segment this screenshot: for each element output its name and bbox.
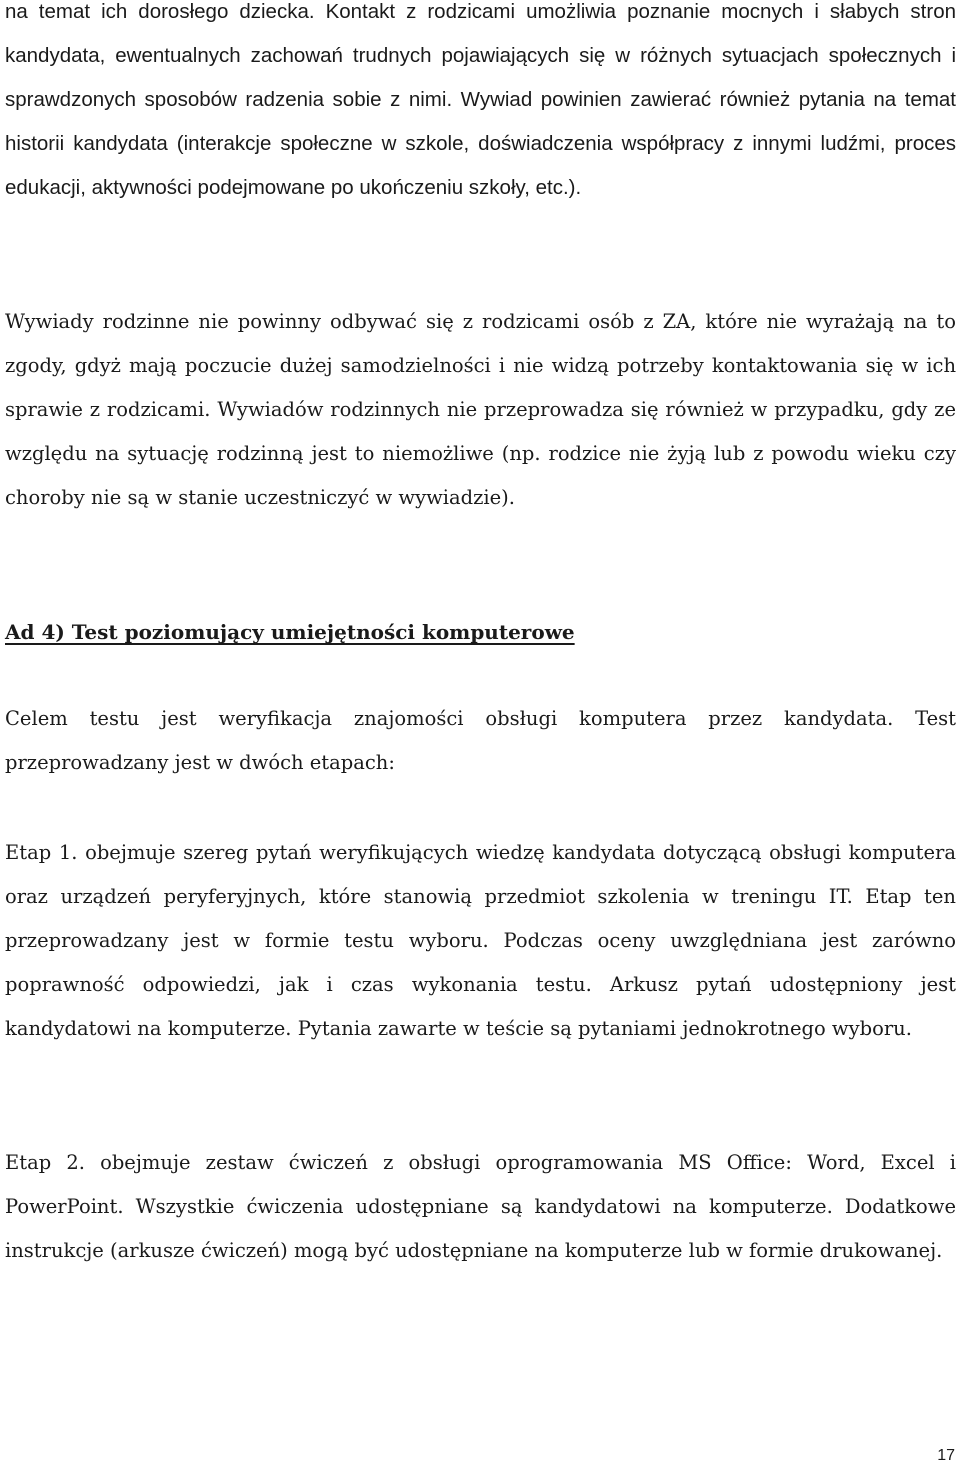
section-heading-computer-test: Ad 4) Test poziomujący umiejętności komputerowe — [5, 620, 575, 644]
paragraph-parent-interview: na temat ich dorosłego dziecka. Kontakt z rodzicami umożliwia poznanie mocnych i słabych stron kandydata, ewentualnych zachowań trudnych pojawiających się w różnych sytuacjach społecznych i sprawdzonych sposobów radzenia sobie z nimi. Wywiad powinien zawierać również pytania na temat historii kandydata (interakcje społeczne w szkole, doświadczenia współpracy z innymi ludźmi, proces edukacji, aktywności podejmowane po ukończeniu szkoły, etc.). — [5, 0, 956, 199]
paragraph-family-interviews: Wywiady rodzinne nie powinny odbywać się z rodzicami osób z ZA, które nie wyrażają na to zgody, gdyż mają poczucie dużej samodzielności i nie widzą potrzeby kontaktowania się w ich sprawie z rodzicami. Wywiadów rodzinnych nie przeprowadza się również w przypadku, gdy ze względu na sytuację rodzinną jest to niemożliwe (np. rodzice nie żyją lub z powodu wieku czy choroby nie są w stanie uczestniczyć w wywiadzie). — [5, 310, 956, 509]
paragraph-test-purpose: Celem testu jest weryfikacja znajomości obsługi komputera przez kandydata. Test przeprowadzany jest w dwóch etapach: — [5, 707, 956, 774]
page-number: 17 — [937, 1447, 955, 1464]
paragraph-stage-1: Etap 1. obejmuje szereg pytań weryfikujących wiedzę kandydata dotyczącą obsługi komputera oraz urządzeń peryferyjnych, które stanowią przedmiot szkolenia w treningu IT. Etap ten przeprowadzany jest w formie testu wyboru. Podczas oceny uwzględniana jest zarówno poprawność odpowiedzi, jak i czas wykonania testu. Arkusz pytań udostępniony jest kandydatowi na komputerze. Pytania zawarte w teście są pytaniami jednokrotnego wyboru. — [5, 841, 956, 1040]
paragraph-stage-2: Etap 2. obejmuje zestaw ćwiczeń z obsługi oprogramowania MS Office: Word, Excel i PowerPoint. Wszystkie ćwiczenia udostępniane są kandydatowi na komputerze. Dodatkowe instrukcje (arkusze ćwiczeń) mogą być udostępniane na komputerze lub w formie drukowanej. — [5, 1151, 956, 1262]
